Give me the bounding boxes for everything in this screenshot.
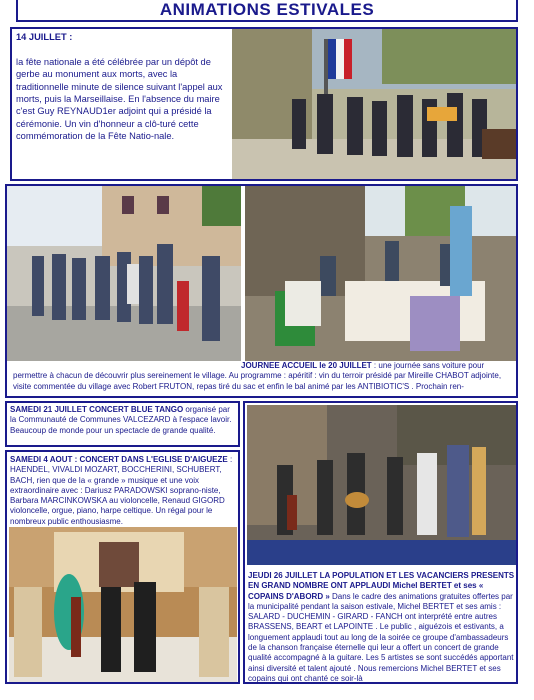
concert-eglise-body: : HAENDEL, VIVALDI MOZART, BOCCHERINI, SCHUBERT, BACH, rien que de la « grande » musique et une voix extraordinaire avec : Dariusz PARADOWSKI soprano-niste, Barbara MARCINKOWSKA au violoncelle, Renaud GIGORD violoncelle, orgue, piano, harpe celtique. Un régal pour le nombreux public enthousiasme. xyxy=(10,455,233,526)
blue-tango-panel xyxy=(5,401,240,447)
lunch-table-photo xyxy=(245,186,516,361)
accueil-body: permettre à chacun de découvrir plus sereinement le village. Au programme : apéritif : vin du terroir présidé par Mireille CHABOT adjointe, visite commentée du village avec Robert FRUTON, repas tiré du sac et enfin le bal animé par les ANTIBIOTIC'S . Prochain ren- xyxy=(13,371,502,391)
village-group-photo xyxy=(7,186,241,361)
blue-tango-heading: SAMEDI 21 JUILLET CONCERT BLUE TANGO xyxy=(10,405,184,414)
accueil-caption xyxy=(13,361,515,392)
bertet-panel xyxy=(243,401,518,684)
juillet14-heading: 14 JUILLET : xyxy=(16,32,73,42)
accueil-heading: JOURNEE ACCUEIL le 20 JUILLET xyxy=(241,361,372,370)
page-title: ANIMATIONS ESTIVALES xyxy=(16,0,518,22)
bertet-body: Dans le cadre des animations gratuites offertes par la municipalité pendant la saison estivale, Michel BERTET et ses amis : SALARD - DUCHEMIN - GIRARD - FANCH ont interprété entre autres BRASSENS, BEART et LAPOINTE . Le public , aiguézois et estivants, a longuement applaudi tout au long de la soirée ce groupe d'ambassadeurs de la chanson française éternelle qui leur a offert un concert de grande qualité accompagné à la guitare. Les 5 artistes se sont succédés apportant ainsi diversité et talent ajouté . Nous remercions Michel BERTET et ses copains qui ont chanté ce soir-là xyxy=(248,591,514,683)
blue-tango-body: organisé par la Communauté de Communes VALCEZARD à l'espace lavoir. Beaucoup de monde pour un spectacle de grande qualité. xyxy=(10,405,232,435)
concert-eglise-heading: SAMEDI 4 AOUT : CONCERT DANS L'EGLISE D'AIGUEZE xyxy=(10,455,228,464)
ceremony-photo xyxy=(232,29,516,179)
concert-eglise-panel xyxy=(5,450,240,684)
church-concert-photo xyxy=(9,527,237,682)
accueil-intro: : une journée sans voiture pour xyxy=(371,361,485,370)
juillet14-body: la fête nationale a été célébrée par un dépôt de gerbe au monument aux morts, avec la traditionnelle minute de silence suivant l'appel aux morts, puis la Marseillaise. En l'absence du maire c'est Guy REYNAUD1er adjoint qui a présidé la cérémonie. Un vin d'honneur a clô-turé cette commémoration de la Fête Natio-nale. xyxy=(16,56,223,142)
accueil-panel xyxy=(5,184,518,398)
concert-eglise-text xyxy=(10,455,236,527)
bertet-text xyxy=(248,571,515,684)
blue-tango-text xyxy=(10,405,236,436)
juillet14-panel xyxy=(10,27,518,181)
juillet14-text xyxy=(16,31,230,143)
bertet-concert-photo xyxy=(247,405,516,565)
bertet-heading: JEUDI 26 JUILLET LA POPULATION ET LES VACANCIERS PRESENTS EN GRAND NOMBRE ONT APPLAUDI Michel BERTET et ses « COPAINS D'ABORD » xyxy=(248,571,515,601)
